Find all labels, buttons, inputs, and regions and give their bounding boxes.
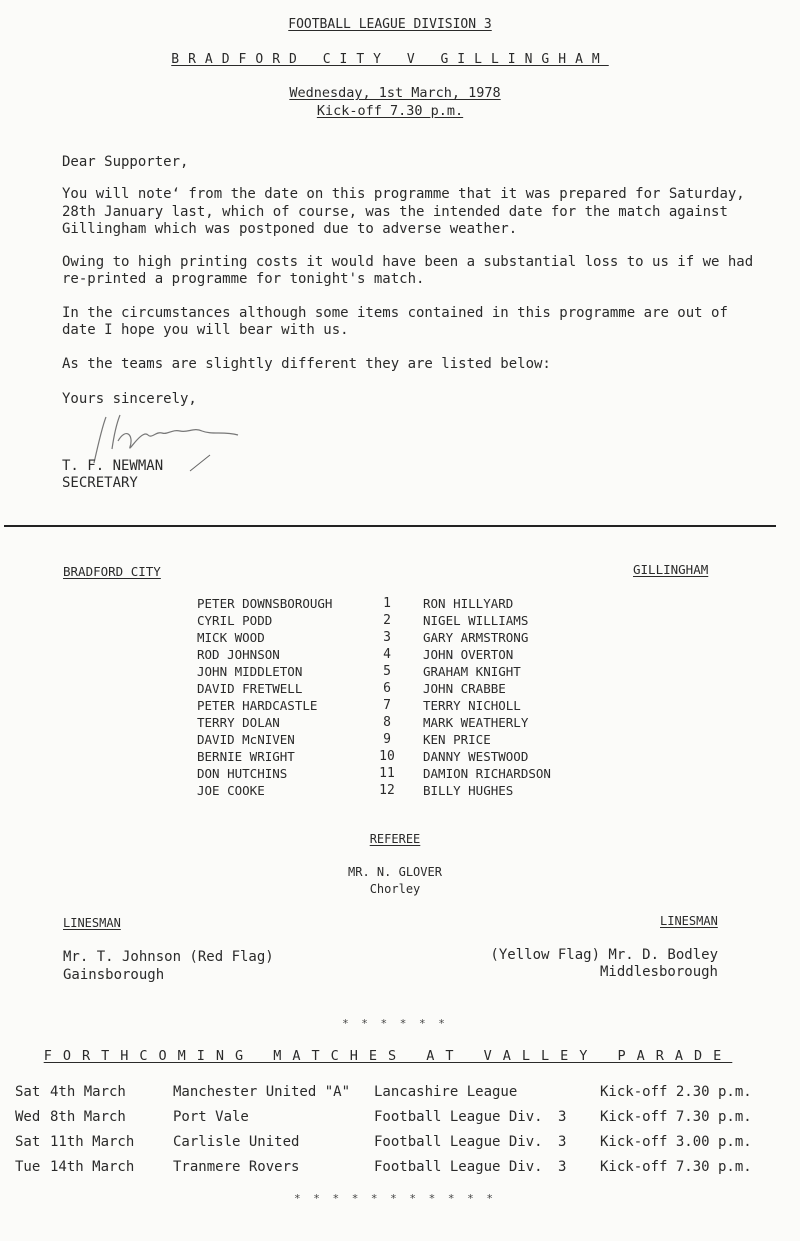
home-player-name: MICK WOOD (197, 630, 265, 645)
away-player-name: DAMION RICHARDSON (423, 766, 551, 781)
home-player-name: JOHN MIDDLETON (197, 664, 303, 679)
away-player-name: MARK WEATHERLY (423, 715, 529, 730)
fixture-division: 3 (558, 1159, 567, 1175)
away-player-name: KEN PRICE (423, 732, 491, 747)
letter-line: You will noteʻ from the date on this programme that it was prepared for Saturday, (62, 186, 745, 202)
away-player-name: DANNY WESTWOOD (423, 749, 529, 764)
letter-line: re-printed a programme for tonight's match. (62, 271, 425, 287)
home-player-name: PETER DOWNSBOROUGH (197, 596, 333, 611)
shirt-number: 10 (379, 749, 395, 764)
fixture-opponent: Manchester United "A" (173, 1084, 351, 1100)
away-team-heading: GILLINGHAM (633, 562, 709, 577)
home-player-name: DAVID McNIVEN (197, 732, 295, 747)
home-player-name: ROD JOHNSON (197, 647, 280, 662)
away-player-name: JOHN OVERTON (423, 647, 514, 662)
shirt-number: 3 (383, 630, 391, 645)
fixture-day: Sat (15, 1084, 41, 1100)
home-player-name: DON HUTCHINS (197, 766, 288, 781)
fixture-division: 3 (558, 1109, 567, 1125)
letter-line: 28th January last, which of course, was the intended date for the match against (62, 204, 728, 220)
home-player-name: TERRY DOLAN (197, 715, 280, 730)
away-player-name: GARY ARMSTRONG (423, 630, 529, 645)
letter-line: Gillingham which was postponed due to adverse weather. (62, 221, 518, 237)
home-team-heading: BRADFORD CITY (63, 564, 161, 579)
shirt-number: 5 (383, 664, 391, 679)
shirt-number: 1 (383, 596, 391, 611)
fixture-day: Wed (15, 1109, 41, 1125)
home-player-name: DAVID FRETWELL (197, 681, 303, 696)
letter-line: date I hope you will bear with us. (62, 322, 349, 338)
referee-label: REFEREE (369, 832, 421, 846)
match-kickoff: Kick-off 7.30 p.m. (316, 103, 464, 119)
away-player-name: TERRY NICHOLL (423, 698, 521, 713)
linesman-left-town: Gainsborough (63, 967, 165, 983)
match-title: BRADFORD CITY V GILLINGHAM (171, 52, 609, 67)
fixture-day: Tue (15, 1159, 41, 1175)
shirt-number: 4 (383, 647, 391, 662)
fixtures-heading: FORTHCOMING MATCHES AT VALLEY PARADE (43, 1048, 733, 1064)
referee-name: MR. N. GLOVER (348, 865, 442, 879)
fixture-competition: Football League Div. (374, 1159, 543, 1175)
home-player-name: JOE COOKE (197, 783, 265, 798)
shirt-number: 7 (383, 698, 391, 713)
shirt-number: 8 (383, 715, 391, 730)
fixture-competition: Lancashire League (374, 1084, 518, 1100)
fixture-kickoff: Kick-off 3.00 p.m. (600, 1134, 752, 1150)
home-player-name: BERNIE WRIGHT (197, 749, 295, 764)
separator-stars: * * * * * * (342, 1017, 448, 1030)
fixture-competition: Football League Div. (374, 1109, 543, 1125)
letter-closing: Yours sincerely, (62, 391, 197, 407)
fixture-opponent: Carlisle United (173, 1134, 300, 1150)
letter-salutation: Dear Supporter, (62, 154, 189, 170)
away-player-name: RON HILLYARD (423, 596, 514, 611)
league-title: FOOTBALL LEAGUE DIVISION 3 (288, 17, 492, 32)
fixture-division: 3 (558, 1134, 567, 1150)
shirt-number: 2 (383, 613, 391, 628)
fixture-date: 14th March (50, 1159, 135, 1175)
letter-line: Owing to high printing costs it would have been a substantial loss to us if we had (62, 254, 754, 270)
letter-signatory: T. F. NEWMAN (62, 458, 164, 474)
shirt-number: 11 (379, 766, 395, 781)
fixture-kickoff: Kick-off 2.30 p.m. (600, 1084, 752, 1100)
linesman-left-name: Mr. T. Johnson (Red Flag) (63, 949, 274, 965)
letter-line: In the circumstances although some items contained in this programme are out of (62, 305, 728, 321)
shirt-number: 9 (383, 732, 391, 747)
fixture-kickoff: Kick-off 7.30 p.m. (600, 1109, 752, 1125)
linesman-right-label: LINESMAN (660, 914, 718, 928)
fixture-competition: Football League Div. (374, 1134, 543, 1150)
away-player-name: NIGEL WILLIAMS (423, 613, 529, 628)
referee-town: Chorley (369, 882, 421, 896)
divider-rule (4, 525, 776, 527)
home-player-name: PETER HARDCASTLE (197, 698, 318, 713)
fixture-date: 4th March (50, 1084, 126, 1100)
fixture-date: 11th March (50, 1134, 135, 1150)
linesman-left-label: LINESMAN (63, 916, 121, 930)
fixture-kickoff: Kick-off 7.30 p.m. (600, 1159, 752, 1175)
linesman-right-town: Middlesborough (599, 964, 718, 980)
home-player-name: CYRIL PODD (197, 613, 273, 628)
fixture-opponent: Port Vale (173, 1109, 249, 1125)
fixture-date: 8th March (50, 1109, 126, 1125)
away-player-name: JOHN CRABBE (423, 681, 506, 696)
away-player-name: GRAHAM KNIGHT (423, 664, 521, 679)
shirt-number: 12 (379, 783, 395, 798)
away-player-name: BILLY HUGHES (423, 783, 514, 798)
fixture-day: Sat (15, 1134, 41, 1150)
shirt-number: 6 (383, 681, 391, 696)
letter-line: As the teams are slightly different they are listed below: (62, 356, 551, 372)
fixture-opponent: Tranmere Rovers (173, 1159, 300, 1175)
match-date: Wednesday, 1st March, 1978 (289, 85, 501, 101)
letter-title: SECRETARY (62, 475, 138, 491)
separator-stars-bottom: * * * * * * * * * * * (293, 1192, 497, 1205)
linesman-right-name: (Yellow Flag) Mr. D. Bodley (490, 947, 718, 963)
